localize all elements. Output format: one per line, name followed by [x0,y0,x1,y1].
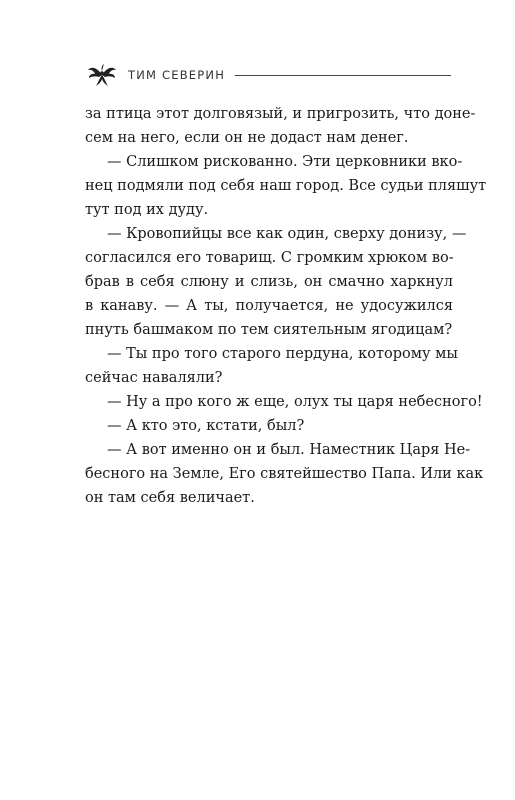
text-line: согласился его товарищ. С громким хрюком во- [85,250,454,266]
text-line: нец подмяли под себя наш город. Все судьи пляшут [85,178,487,194]
body-text [85,102,487,510]
text-line: бесного на Земле, Его святейшество Папа. Или как [85,466,484,482]
text-line: — Ну а про кого ж еще, олух ты царя небесного! [107,394,483,410]
text-line: — Ты про того старого пердуна, которому мы [107,346,458,362]
text-line: в канаву. — А ты, получается, не удосужился [85,298,453,314]
running-header [86,60,451,90]
text-line: — Слишком рискованно. Эти церковники вко- [107,154,463,170]
text-line: сем на него, если он не додаст нам денег. [85,130,409,146]
text-line: сейчас наваляли? [85,370,223,386]
text-line: за птица этот долговязый, и пригрозить, что доне- [85,106,476,122]
fleuron-icon [86,61,118,89]
text-line: брав в себя слюну и слизь, он смачно харкнул [85,274,453,290]
text-line: тут под их дуду. [85,202,209,218]
running-title: ТИМ СЕВЕРИН [128,68,226,82]
text-line: пнуть башмаком по тем сиятельным ягодицам? [85,322,453,338]
text-line: он там себя величает. [85,490,255,506]
header-rule [235,75,451,76]
text-line: — А вот именно он и был. Наместник Царя Не- [107,442,471,458]
text-line: — Кровопийцы все как один, сверху донизу, — [107,226,467,242]
text-line: — А кто это, кстати, был? [107,418,305,434]
